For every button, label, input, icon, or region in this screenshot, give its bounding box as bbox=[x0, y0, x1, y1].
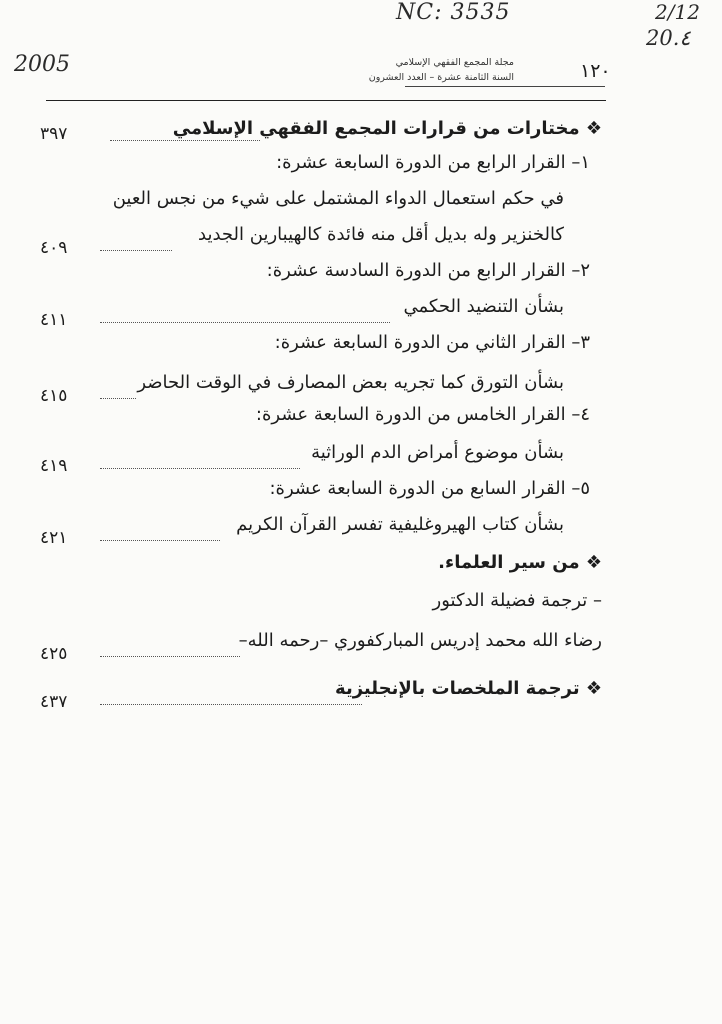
leader-dots bbox=[100, 704, 362, 705]
toc-item-title: ٢– القرار الرابع من الدورة السادسة عشرة: bbox=[266, 260, 590, 281]
toc-page-number: ٤٢٥ bbox=[40, 644, 68, 664]
toc-entry bbox=[0, 332, 722, 370]
toc-item-subject: في حكم استعمال الدواء المشتمل على شيء من نجس العين bbox=[112, 188, 564, 209]
toc-item-title: ٣– القرار الثاني من الدورة السابعة عشرة: bbox=[274, 332, 590, 353]
toc-entry bbox=[0, 260, 722, 298]
toc-entry bbox=[0, 296, 722, 334]
toc-item-title: ١– القرار الرابع من الدورة السابعة عشرة: bbox=[276, 152, 590, 173]
toc-page-number: ٤٢١ bbox=[40, 528, 68, 548]
toc-item-subject: – ترجمة فضيلة الدكتور bbox=[432, 590, 602, 611]
toc-entry bbox=[0, 442, 722, 480]
leader-dots bbox=[100, 250, 172, 251]
toc-heading: ❖ مختارات من قرارات المجمع الفقهي الإسلامي bbox=[172, 118, 602, 139]
toc-item-title: ٥– القرار السابع من الدورة السابعة عشرة: bbox=[269, 478, 590, 499]
toc-entry bbox=[0, 514, 722, 552]
toc-item-subject: رضاء الله محمد إدريس المباركفوري –رحمه الله– bbox=[238, 630, 602, 651]
leader-dots bbox=[100, 322, 390, 323]
toc-entry bbox=[0, 152, 722, 190]
toc-entry bbox=[0, 590, 722, 628]
toc-item-subject: بشأن موضوع أمراض الدم الوراثية bbox=[311, 442, 564, 463]
journal-name: مجلة المجمع الفقهي الإسلامي bbox=[395, 57, 514, 68]
leader-dots bbox=[100, 468, 300, 469]
handwritten-catalog-number: NC: 3535 bbox=[396, 0, 511, 25]
toc-entry bbox=[0, 188, 722, 226]
toc-entry-section bbox=[0, 118, 722, 156]
issue-line: السنة الثامنة عشرة – العدد العشرون bbox=[368, 72, 514, 83]
page-number: ١٢٠ bbox=[580, 60, 611, 82]
leader-dots bbox=[100, 398, 136, 399]
toc-heading: ❖ من سير العلماء. bbox=[438, 552, 602, 573]
toc-page-number: ٤١٥ bbox=[40, 386, 68, 406]
toc-item-subject: كالخنزير وله بديل أقل منه فائدة كالهيبارين الجديد bbox=[198, 224, 564, 245]
toc-item-subject: بشأن التورق كما تجريه بعض المصارف في الوقت الحاضر bbox=[137, 372, 564, 393]
toc-entry-section bbox=[0, 552, 722, 590]
header-rule bbox=[46, 100, 606, 101]
toc-entry bbox=[0, 224, 722, 262]
leader-dots bbox=[110, 140, 260, 141]
toc-item-subject: بشأن التنضيد الحكمي bbox=[403, 296, 564, 317]
toc-entry-section bbox=[0, 678, 722, 716]
handwritten-note-bottom: 20.٤ bbox=[646, 26, 691, 50]
toc-item-subject: بشأن كتاب الهيروغليفية تفسر القرآن الكريم bbox=[236, 514, 564, 535]
leader-dots bbox=[100, 540, 220, 541]
toc-heading: ❖ ترجمة الملخصات بالإنجليزية bbox=[335, 678, 602, 699]
toc-page-number: ٤٣٧ bbox=[40, 692, 68, 712]
toc-page-number: ٤١١ bbox=[40, 310, 68, 330]
toc-entry bbox=[0, 630, 722, 668]
toc-item-title: ٤– القرار الخامس من الدورة السابعة عشرة: bbox=[255, 404, 590, 425]
toc-page-number: ٣٩٧ bbox=[40, 124, 68, 144]
handwritten-note-top: 2/12 bbox=[655, 0, 700, 24]
leader-dots bbox=[100, 656, 240, 657]
toc-page-number: ٤١٩ bbox=[40, 456, 68, 476]
toc-entry bbox=[0, 478, 722, 516]
handwritten-year: 2005 bbox=[14, 52, 70, 77]
toc-entry bbox=[0, 404, 722, 442]
toc-page-number: ٤٠٩ bbox=[40, 238, 68, 258]
header-short-rule bbox=[405, 86, 605, 87]
